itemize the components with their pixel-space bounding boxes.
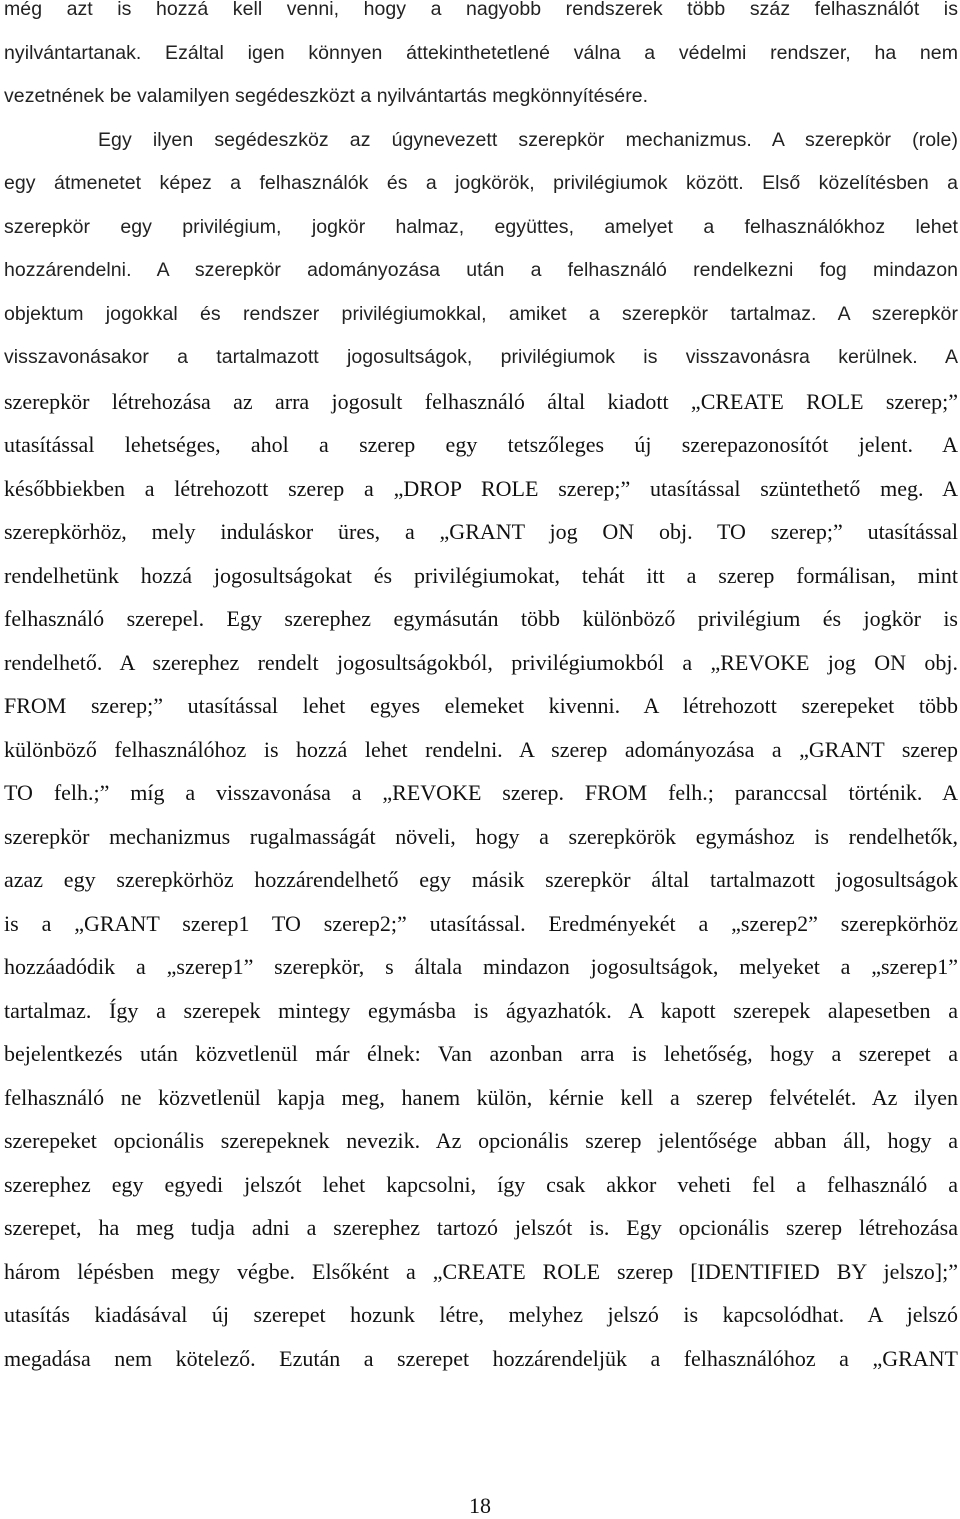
text-line: szerepet, ha meg tudja adni a szerephez tartozó jelszót is. Egy opcionális szerep létrehozása	[4, 1215, 958, 1240]
text-line: vezetnének be valamilyen segédeszközt a nyilvántartás megkönnyítésére.	[4, 85, 649, 107]
body-text	[4, 0, 958, 1380]
text-line: utasítás kiadásával új szerepet hozunk létre, melyhez jelszó is kapcsolódhat. A jelszó	[4, 1302, 958, 1327]
text-line: visszavonásakor a tartalmazott jogosultságok, privilégiumok is visszavonásra kerülnek. A	[4, 346, 958, 368]
text-line: szerepkörhöz, mely induláskor üres, a „GRANT jog ON obj. TO szerep;” utasítással	[4, 519, 958, 544]
text-line: felhasználó szerepel. Egy szerephez egymásután több különböző privilégium és jogkör is	[4, 606, 958, 631]
text-line: különböző felhasználóhoz is hozzá lehet rendelni. A szerep adományozása a „GRANT szerep	[4, 736, 958, 762]
text-line: szerephez egy egyedi jelszót lehet kapcsolni, így csak akkor veheti fel a felhasználó a	[4, 1171, 958, 1197]
text-line: is a „GRANT szerep1 TO szerep2;” utasítással. Eredményekét a „szerep2” szerepkörhöz	[4, 910, 958, 936]
text-line: megadása nem kötelező. Ezután a szerepet hozzárendeljük a felhasználóhoz a „GRANT	[4, 1345, 958, 1371]
text-line: szerepkör mechanizmus rugalmasságát növeli, hogy a szerepkörök egymáshoz is rendelhetők,	[4, 823, 958, 849]
text-line: utasítással lehetséges, ahol a szerep egy tetszőleges új szerepazonosítót jelent. A	[4, 432, 958, 457]
text-line: szerepkör létrehozása az arra jogosult felhasználó által kiadott „CREATE ROLE szerep;”	[4, 388, 958, 414]
text-line: Egy ilyen segédeszköz az úgynevezett szerepkör mechanizmus. A szerepkör (role)	[98, 128, 958, 151]
text-line: rendelhető. A szerephez rendelt jogosultságokból, privilégiumokból a „REVOKE jog ON obj.	[4, 649, 958, 675]
text-line: három lépésben megy végbe. Elsőként a „CREATE ROLE szerep [IDENTIFIED BY jelszo];”	[4, 1258, 958, 1284]
text-line: objektum jogokkal és rendszer privilégiumokkal, amiket a szerepkör tartalmaz. A szerepkör	[4, 302, 958, 325]
text-line: még azt is hozzá kell venni, hogy a nagyobb rendszerek több száz felhasználót is	[4, 0, 958, 20]
text-line: rendelhetünk hozzá jogosultságokat és privilégiumokat, tehát itt a szerep formálisan, mint	[4, 562, 958, 588]
text-line: nyilvántartanak. Ezáltal igen könnyen áttekinthetetlené válna a védelmi rendszer, ha nem	[4, 41, 958, 64]
text-line: későbbiekben a létrehozott szerep a „DROP ROLE szerep;” utasítással szüntethető meg. A	[4, 475, 958, 501]
text-line: szerepkör egy privilégium, jogkör halmaz, együttes, amelyet a felhasználókhoz lehet	[4, 215, 958, 238]
text-line: azaz egy szerepkörhöz hozzárendelhető egy másik szerepkör által tartalmazott jogosultságok	[4, 867, 958, 892]
text-line: szerepeket opcionális szerepeknek nevezik. Az opcionális szerep jelentősége abban áll, hogy a	[4, 1128, 958, 1153]
text-line: egy átmenetet képez a felhasználók és a jogkörök, privilégiumok között. Első közelítésben a	[4, 172, 958, 194]
text-line: TO felh.;” míg a visszavonása a „REVOKE szerep. FROM felh.; paranccsal történik. A	[4, 780, 958, 805]
text-line: hozzáadódik a „szerep1” szerepkör, s általa mindazon jogosultságok, melyeket a „szerep1”	[4, 954, 958, 979]
text-line: bejelentkezés után közvetlenül már élnek: Van azonban arra is lehetőség, hogy a szerepet a	[4, 1041, 958, 1066]
text-line: FROM szerep;” utasítással lehet egyes elemeket kivenni. A létrehozott szerepeket több	[4, 693, 958, 718]
text-line: felhasználó ne közvetlenül kapja meg, hanem külön, kérnie kell a szerep felvételét. Az ilyen	[4, 1084, 958, 1110]
text-line: hozzárendelni. A szerepkör adományozása után a felhasználó rendelkezni fog mindazon	[4, 259, 958, 281]
text-line: tartalmaz. Így a szerepek mintegy egymásba is ágyazhatók. A kapott szerepek alapesetben a	[4, 997, 958, 1023]
page-number: 18	[469, 1493, 491, 1518]
